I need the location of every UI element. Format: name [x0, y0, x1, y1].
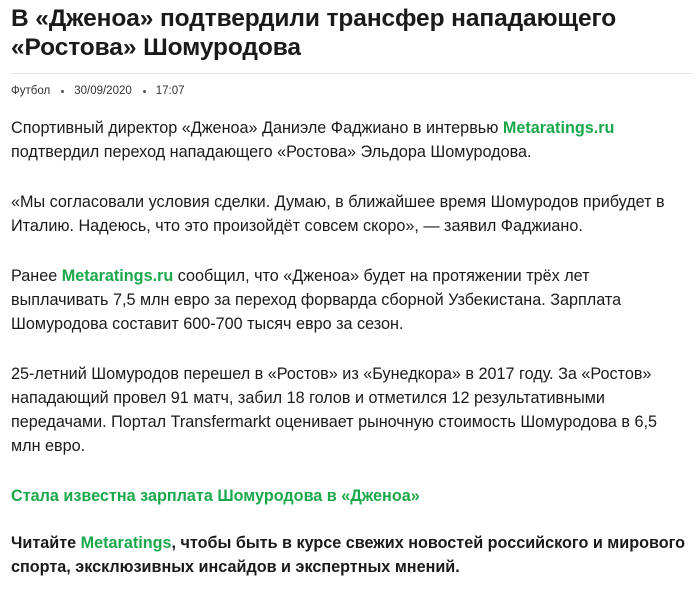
paragraph-2-quote: «Мы согласовали условия сделки. Думаю, в ближайшее время Шомуродов прибудет в Италию. Надеюсь, что это произойдёт совсем скоро», — заявил Фаджиано. — [11, 193, 665, 235]
paragraph-3-text-before: Ранее — [11, 267, 62, 285]
paragraph-3-text-after: сообщил, что «Дженоа» будет на протяжении трёх лет выплачивать 7,5 млн евро за переход форварда сборной Узбекистана. Зарплата Шомуродова составит 600-700 тысяч евро за сезон. — [11, 267, 622, 333]
publish-date: 30/09/2020 — [74, 85, 132, 97]
cta-text-before: Читайте — [11, 534, 81, 552]
paragraph-1 — [11, 116, 688, 164]
related-article-paragraph — [11, 484, 688, 508]
cta-text-after: , чтобы быть в курсе свежих новостей российского и мирового спорта, эксклюзивных инсайдов и экспертных мнений. — [11, 534, 686, 576]
cta-paragraph — [11, 531, 688, 579]
metaratings-cta-link[interactable]: Metaratings — [80, 534, 172, 552]
meta-separator-dot — [61, 90, 64, 93]
publish-time: 17:07 — [155, 85, 185, 97]
article-title: В «Дженоа» подтвердили трансфер нападающего «Ростова» Шомуродова — [11, 5, 617, 61]
paragraph-4: 25-летний Шомуродов перешел в «Ростов» из «Бунедкора» в 2017 году. За «Ростов» нападающий провел 91 матч, забил 18 голов и отметился 12 результативными передачами. Портал Transfermarkt оценивает рыночную стоимость Шомуродова в 6,5 млн евро. — [11, 365, 658, 455]
metaratings-link[interactable]: Metaratings.ru — [61, 267, 174, 285]
article-meta — [11, 83, 688, 99]
related-article-link[interactable]: Стала известна зарплата Шомуродова в «Дженоа» — [11, 487, 420, 505]
category-label[interactable]: Футбол — [11, 85, 51, 97]
paragraph-1-text-before: Спортивный директор «Дженоа» Даниэле Фаджиано в интервью — [11, 119, 503, 137]
paragraph-1-text-after: подтвердил переход нападающего «Ростова» Эльдора Шомуродова. — [11, 143, 532, 161]
title-divider — [11, 73, 692, 74]
metaratings-link[interactable]: Metaratings.ru — [502, 119, 615, 137]
paragraph-3 — [11, 264, 688, 336]
meta-separator-dot — [143, 90, 146, 93]
